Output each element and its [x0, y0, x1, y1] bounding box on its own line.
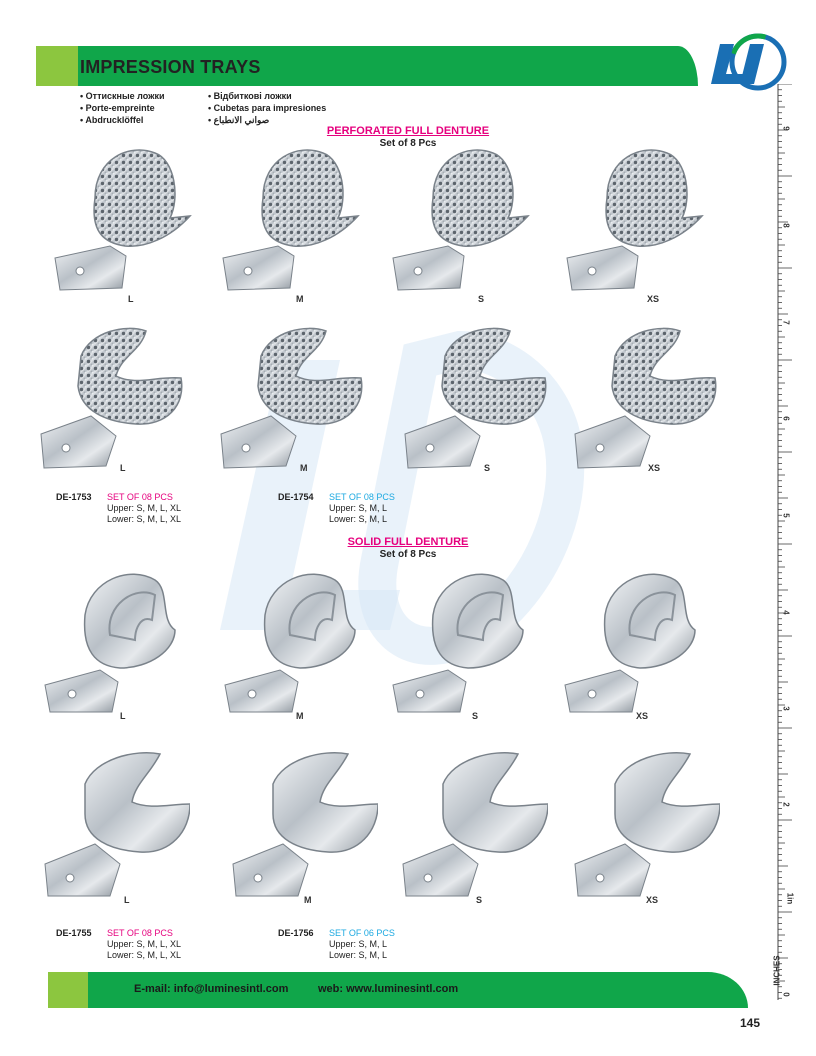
- size-label: M: [296, 711, 304, 721]
- perforated-lower-tray-S: [400, 316, 550, 476]
- size-label: XS: [647, 294, 660, 304]
- solid-lower-tray-XS: [570, 744, 720, 904]
- lang-french: • Porte-empreinte: [80, 102, 165, 114]
- solid-upper-tray-M: [220, 560, 370, 720]
- solid-upper-tray-XS: [560, 560, 710, 720]
- footer-email-link[interactable]: E-mail: info@luminesintl.com: [134, 983, 289, 995]
- language-list-right: [208, 90, 326, 126]
- solid-section-title: SOLID FULL DENTURE: [347, 536, 469, 548]
- ruler-number: 4: [781, 610, 791, 615]
- size-label: S: [472, 711, 479, 721]
- ruler-number: 6: [781, 416, 791, 421]
- size-label: M: [300, 463, 308, 473]
- solid-upper-tray-L: [40, 560, 190, 720]
- product-code: DE-1755: [56, 928, 92, 938]
- size-label: S: [478, 294, 485, 304]
- perforated-section-title: PERFORATED FULL DENTURE: [326, 125, 490, 137]
- solid-section-subtitle: Set of 8 Pcs: [379, 549, 437, 560]
- size-label: L: [120, 463, 126, 473]
- page-title: IMPRESSION TRAYS: [80, 57, 261, 77]
- size-label: L: [124, 895, 130, 905]
- product-code: DE-1754: [278, 492, 314, 502]
- perforated-lower-tray-M: [216, 316, 366, 476]
- lang-arabic: • صواني الانطباع: [208, 114, 326, 126]
- ruler-number: 5: [781, 513, 791, 518]
- product-DE-1753: [56, 492, 276, 528]
- set-quantity: SET OF 08 PCS: [107, 928, 173, 938]
- size-label: XS: [636, 711, 649, 721]
- size-label: M: [304, 895, 312, 905]
- ruler-number: 8: [781, 223, 791, 228]
- solid-lower-tray-L: [40, 744, 190, 904]
- ruler-number: 1in: [785, 892, 795, 905]
- solid-lower-tray-S: [398, 744, 548, 904]
- perforated-lower-tray-XS: [570, 316, 720, 476]
- product-DE-1755: [56, 928, 276, 964]
- perforated-lower-tray-L: [36, 316, 186, 476]
- lower-sizes: Lower: S, M, L, XL: [107, 950, 182, 960]
- lower-sizes: Lower: S, M, L: [329, 950, 388, 960]
- size-label: M: [296, 294, 304, 304]
- language-list-left: [80, 90, 165, 126]
- size-label: L: [128, 294, 134, 304]
- page-number: 145: [740, 1016, 761, 1030]
- ruler-number: 2: [781, 802, 791, 807]
- lang-spanish: • Cubetas para impresiones: [208, 102, 326, 114]
- lang-russian: • Оттискные ложки: [80, 90, 165, 102]
- set-quantity: SET OF 06 PCS: [329, 928, 395, 938]
- perforated-upper-tray-XS: [562, 138, 712, 298]
- product-DE-1756: [278, 928, 498, 964]
- ruler-number: 3: [781, 706, 791, 711]
- product-code: DE-1756: [278, 928, 314, 938]
- solid-lower-tray-M: [228, 744, 378, 904]
- size-label: S: [484, 463, 491, 473]
- set-quantity: SET OF 08 PCS: [107, 492, 173, 502]
- ruler-unit-label: INCHES: [772, 955, 782, 986]
- upper-sizes: Upper: S, M, L: [329, 503, 388, 513]
- upper-sizes: Upper: S, M, L, XL: [107, 503, 182, 513]
- upper-sizes: Upper: S, M, L: [329, 939, 388, 949]
- lang-german: • Abdrucklöffel: [80, 114, 165, 126]
- ruler-number: 7: [781, 320, 791, 325]
- size-label: S: [476, 895, 483, 905]
- ruler-number: 0: [781, 992, 791, 997]
- size-label: L: [120, 711, 126, 721]
- perforated-upper-tray-S: [388, 138, 538, 298]
- lower-sizes: Lower: S, M, L, XL: [107, 514, 182, 524]
- upper-sizes: Upper: S, M, L, XL: [107, 939, 182, 949]
- footer-web-link[interactable]: web: www.luminesintl.com: [318, 983, 459, 995]
- perforated-upper-tray-L: [50, 138, 200, 298]
- size-label: XS: [648, 463, 661, 473]
- product-DE-1754: [278, 492, 498, 528]
- product-code: DE-1753: [56, 492, 92, 502]
- lower-sizes: Lower: S, M, L: [329, 514, 388, 524]
- size-label: XS: [646, 895, 659, 905]
- ruler-number: 9: [781, 126, 791, 131]
- perforated-upper-tray-M: [218, 138, 368, 298]
- solid-upper-tray-S: [388, 560, 538, 720]
- set-quantity: SET OF 08 PCS: [329, 492, 395, 502]
- perforated-section-subtitle: Set of 8 Pcs: [379, 138, 437, 149]
- lang-ukrainian: • Відбиткові ложки: [208, 90, 326, 102]
